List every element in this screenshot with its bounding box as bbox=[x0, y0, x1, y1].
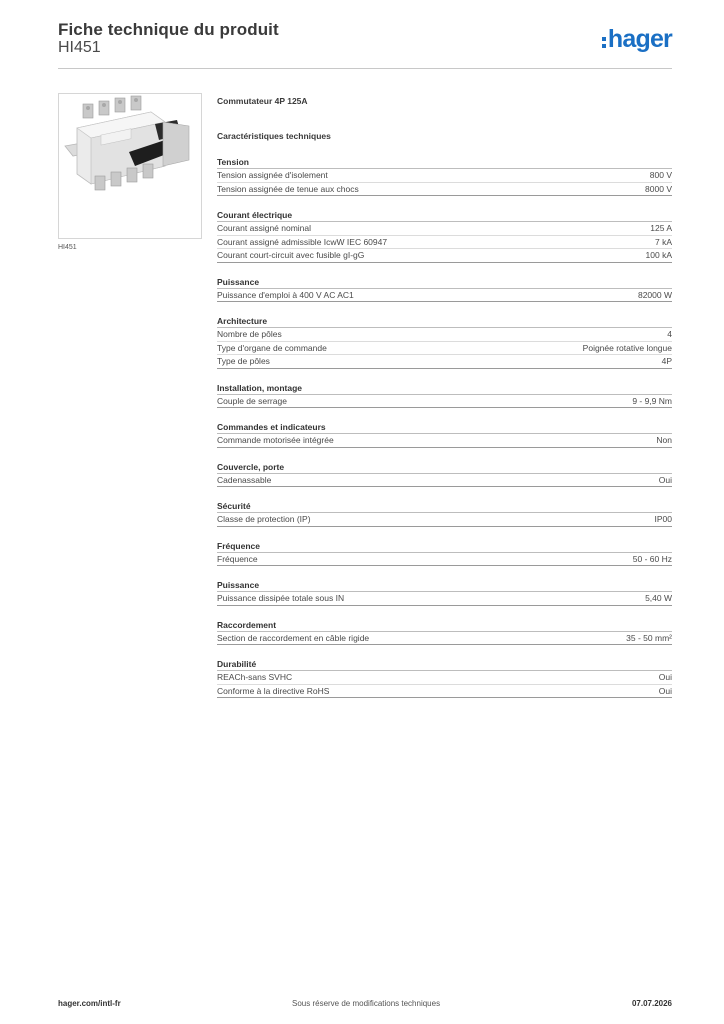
spec-section bbox=[217, 209, 672, 263]
spec-label: Type d'organe de commande bbox=[217, 342, 327, 353]
spec-row bbox=[217, 513, 672, 527]
section-title: Commandes et indicateurs bbox=[217, 421, 672, 434]
characteristics-panel bbox=[217, 96, 672, 698]
section-title: Durabilité bbox=[217, 658, 672, 671]
footer-date: 07.07.2026 bbox=[631, 999, 672, 1008]
spec-row bbox=[217, 395, 672, 409]
product-name: Commutateur 4P 125A bbox=[217, 96, 308, 106]
spec-label: Conforme à la directive RoHS bbox=[217, 685, 330, 696]
spec-section bbox=[217, 461, 672, 488]
logo-text: hager bbox=[607, 25, 672, 53]
section-title: Sécurité bbox=[217, 500, 672, 513]
spec-row bbox=[217, 355, 672, 369]
spec-value: Oui bbox=[658, 672, 672, 682]
spec-value: 100 kA bbox=[645, 250, 672, 260]
spec-value: Oui bbox=[658, 474, 672, 485]
spec-row bbox=[217, 434, 672, 448]
spec-value: 5,40 W bbox=[645, 593, 672, 603]
spec-value: IP00 bbox=[654, 514, 672, 524]
spec-row bbox=[217, 592, 672, 606]
product-reference: HI451 bbox=[58, 39, 101, 56]
spec-section bbox=[217, 540, 672, 567]
section-title: Fréquence bbox=[217, 540, 672, 553]
spec-value: Non bbox=[656, 435, 672, 445]
spec-label: Type de pôles bbox=[217, 356, 270, 366]
section-title: Puissance bbox=[217, 579, 672, 592]
spec-section bbox=[217, 315, 672, 369]
image-caption: HI451 bbox=[58, 244, 77, 251]
spec-value: Poignée rotative longue bbox=[582, 342, 672, 353]
hager-logo[interactable] bbox=[602, 27, 672, 52]
page-title: Fiche technique du produit bbox=[58, 20, 279, 39]
spec-section bbox=[217, 579, 672, 606]
spec-label: Cadenassable bbox=[217, 474, 272, 485]
spec-label: Puissance dissipée totale sous IN bbox=[217, 593, 345, 603]
section-title: Courant électrique bbox=[217, 209, 672, 222]
section-title: Tension bbox=[217, 156, 672, 169]
spec-section bbox=[217, 276, 672, 303]
footer-website-link[interactable]: hager.com/intl-fr bbox=[58, 999, 121, 1008]
spec-row bbox=[217, 328, 672, 342]
spec-section bbox=[217, 421, 672, 448]
section-title: Raccordement bbox=[217, 619, 672, 632]
spec-row bbox=[217, 342, 672, 356]
section-title: Couvercle, porte bbox=[217, 461, 672, 474]
section-title: Puissance bbox=[217, 276, 672, 289]
spec-row bbox=[217, 183, 672, 197]
product-image bbox=[58, 93, 202, 239]
spec-label: Courant assigné admissible IcwW IEC 60947 bbox=[217, 236, 388, 247]
section-title: Architecture bbox=[217, 315, 672, 328]
spec-label: Nombre de pôles bbox=[217, 329, 282, 339]
spec-row bbox=[217, 289, 672, 303]
spec-value: 4P bbox=[661, 356, 672, 366]
spec-row bbox=[217, 169, 672, 183]
spec-value: 7 kA bbox=[654, 236, 672, 247]
spec-value: 800 V bbox=[649, 170, 672, 180]
spec-value: 35 - 50 mm² bbox=[626, 632, 672, 643]
spec-value: 9 - 9,9 Nm bbox=[632, 395, 672, 406]
footer-notice: Sous réserve de modifications techniques bbox=[292, 999, 441, 1008]
spec-section bbox=[217, 500, 672, 527]
spec-label: Puissance d'emploi à 400 V AC AC1 bbox=[217, 289, 354, 300]
spec-row bbox=[217, 685, 672, 699]
spec-label: Fréquence bbox=[217, 553, 258, 564]
spec-label: Tension assignée d'isolement bbox=[217, 170, 328, 180]
switch-illustration-icon bbox=[59, 94, 201, 238]
spec-label: Commande motorisée intégrée bbox=[217, 435, 334, 445]
tech-characteristics-title: Caractéristiques techniques bbox=[217, 131, 331, 141]
spec-section bbox=[217, 156, 672, 196]
spec-value: 82000 W bbox=[637, 289, 672, 300]
spec-label: Couple de serrage bbox=[217, 395, 287, 406]
spec-row bbox=[217, 632, 672, 646]
spec-row bbox=[217, 249, 672, 263]
spec-value: 125 A bbox=[650, 223, 672, 233]
spec-label: Tension assignée de tenue aux chocs bbox=[217, 183, 359, 194]
spec-label: Courant assigné nominal bbox=[217, 223, 312, 233]
spec-row bbox=[217, 671, 672, 685]
spec-value: Oui bbox=[658, 685, 672, 696]
spec-row bbox=[217, 222, 672, 236]
spec-value: 8000 V bbox=[645, 183, 672, 194]
spec-section bbox=[217, 658, 672, 698]
spec-row bbox=[217, 553, 672, 567]
spec-label: Classe de protection (IP) bbox=[217, 514, 311, 524]
section-title: Installation, montage bbox=[217, 382, 672, 395]
header-divider bbox=[58, 68, 672, 69]
spec-value: 50 - 60 Hz bbox=[632, 553, 672, 564]
spec-label: Section de raccordement en câble rigide bbox=[217, 632, 370, 643]
spec-section bbox=[217, 619, 672, 646]
logo-dots-icon bbox=[602, 37, 606, 48]
spec-value: 4 bbox=[667, 329, 672, 339]
characteristics-sections bbox=[217, 156, 672, 698]
spec-row bbox=[217, 474, 672, 488]
spec-row bbox=[217, 236, 672, 250]
spec-label: REACh-sans SVHC bbox=[217, 672, 293, 682]
spec-section bbox=[217, 382, 672, 409]
spec-label: Courant court-circuit avec fusible gI-gG bbox=[217, 250, 365, 260]
